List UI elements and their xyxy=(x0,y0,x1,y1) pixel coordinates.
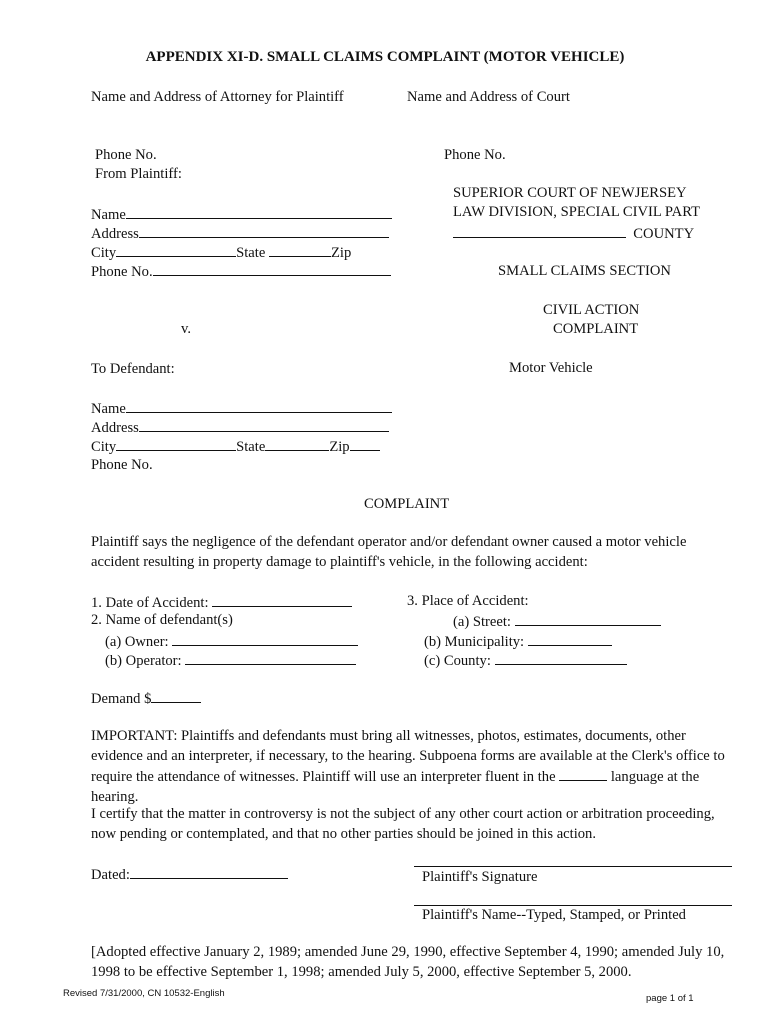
civil-action-label: CIVIL ACTION xyxy=(543,302,640,318)
adopted-paragraph: [Adopted effective January 2, 1989; amended June 29, 1990, effective September 4, 1990; amended July 10, 1998 to be effective September 1, 1998; amended July 5, 2000, effective September 5, 2000. xyxy=(91,944,725,980)
defendant-name-label: Name xyxy=(91,401,126,417)
court-phone-label: Phone No. xyxy=(444,147,506,163)
date-of-accident-blank[interactable] xyxy=(212,592,352,607)
defendant-city-field[interactable] xyxy=(91,436,380,457)
street-field[interactable] xyxy=(453,611,661,632)
defendant-city-label: City xyxy=(91,439,117,455)
plaintiff-name-label: Name xyxy=(91,207,126,223)
plaintiff-address-blank[interactable] xyxy=(139,223,389,238)
street-blank[interactable] xyxy=(515,611,661,626)
dated-field[interactable] xyxy=(91,864,288,885)
court-line-1: SUPERIOR COURT OF NEWJERSEY xyxy=(453,185,687,201)
defendant-name-blank[interactable] xyxy=(126,398,392,413)
from-plaintiff-label: From Plaintiff: xyxy=(95,166,182,182)
revised-footer: Revised 7/31/2000, CN 10532-English xyxy=(63,988,225,999)
operator-label: (b) Operator: xyxy=(105,653,182,669)
signature-line[interactable] xyxy=(414,866,732,867)
court-header: Name and Address of Court xyxy=(407,89,570,105)
plaintiff-city-label: City xyxy=(91,245,117,261)
plaintiff-state-blank[interactable] xyxy=(269,242,331,257)
dated-blank[interactable] xyxy=(130,864,288,879)
important-text: IMPORTANT: Plaintiffs and defendants must bring all witnesses, photos, estimates, documents, other evidence and an interpreter, if necessary, to the hearing. Subpoena forms are available at the Clerk's office to require the attendance of witnesses. Plaintiff will use an interpreter fluent in the xyxy=(91,728,725,785)
court-county-field[interactable] xyxy=(453,223,694,244)
plaintiff-zip-label: Zip xyxy=(330,245,352,261)
defendant-phone-label: Phone No. xyxy=(91,457,153,473)
plaintiff-phone-field-label: Phone No. xyxy=(91,264,153,280)
defendant-state-blank[interactable] xyxy=(265,436,329,451)
county-item-field[interactable] xyxy=(424,650,627,671)
plaintiff-phone-field[interactable] xyxy=(91,261,391,282)
municipality-label: (b) Municipality: xyxy=(424,634,525,650)
operator-field[interactable] xyxy=(105,650,356,671)
language-blank[interactable] xyxy=(559,766,607,781)
plaintiff-address-label: Address xyxy=(91,226,139,242)
dated-label: Dated: xyxy=(91,867,130,883)
county-blank[interactable] xyxy=(453,223,626,238)
to-defendant-label: To Defendant: xyxy=(91,361,175,377)
street-label: (a) Street: xyxy=(453,614,511,630)
defendant-address-field[interactable] xyxy=(91,417,389,438)
defendant-zip-label: Zip xyxy=(329,439,350,455)
owner-blank[interactable] xyxy=(172,631,358,646)
date-of-accident-field[interactable] xyxy=(91,592,352,613)
plaintiff-state-label: State xyxy=(236,245,266,261)
versus-label: v. xyxy=(181,321,191,337)
defendant-address-label: Address xyxy=(91,420,139,436)
operator-blank[interactable] xyxy=(185,650,356,665)
plaintiff-phone-label: Phone No. xyxy=(95,147,157,163)
name-label: Plaintiff's Name--Typed, Stamped, or Printed xyxy=(422,907,686,923)
complaint-heading: COMPLAINT xyxy=(364,496,450,512)
page-number: page 1 of 1 xyxy=(646,993,694,1004)
municipality-field[interactable] xyxy=(424,631,612,652)
form-title: APPENDIX XI-D. SMALL CLAIMS COMPLAINT (MOTOR VEHICLE) xyxy=(145,49,625,65)
signature-label: Plaintiff's Signature xyxy=(422,869,538,885)
demand-label: Demand $ xyxy=(91,691,152,707)
plaintiff-name-blank[interactable] xyxy=(126,204,392,219)
certify-paragraph: I certify that the matter in controversy is not the subject of any other court action or arbitration proceeding, now pending or contemplated, and that no other parties should be joined in this action. xyxy=(91,806,715,842)
municipality-blank[interactable] xyxy=(528,631,612,646)
defendant-state-label: State xyxy=(236,439,266,455)
demand-field[interactable] xyxy=(91,688,201,709)
plaintiff-city-blank[interactable] xyxy=(116,242,236,257)
place-of-accident-label: 3. Place of Accident: xyxy=(407,593,529,609)
court-line-2: LAW DIVISION, SPECIAL CIVIL PART xyxy=(453,204,700,220)
negligence-paragraph: Plaintiff says the negligence of the defendant operator and/or defendant owner caused a motor vehicle accident resulting in property damage to plaintiff's vehicle, in the following accident: xyxy=(91,534,687,570)
defendant-zip-blank[interactable] xyxy=(350,436,380,451)
defendant-name-field[interactable] xyxy=(91,398,392,419)
plaintiff-name-field[interactable] xyxy=(91,204,392,225)
county-item-label: (c) County: xyxy=(424,653,491,669)
small-claims-section: SMALL CLAIMS SECTION xyxy=(498,263,671,279)
plaintiff-city-field[interactable] xyxy=(91,242,351,263)
important-text-end: language at the hearing. xyxy=(91,769,700,805)
important-paragraph xyxy=(91,727,731,807)
attorney-header: Name and Address of Attorney for Plaintiff xyxy=(91,89,344,105)
defendants-label: 2. Name of defendant(s) xyxy=(91,612,233,628)
demand-blank[interactable] xyxy=(151,688,201,703)
owner-field[interactable] xyxy=(105,631,358,652)
complaint-label: COMPLAINT xyxy=(553,321,639,337)
defendant-address-blank[interactable] xyxy=(139,417,389,432)
motor-vehicle-label: Motor Vehicle xyxy=(509,360,593,376)
county-item-blank[interactable] xyxy=(495,650,627,665)
date-of-accident-label: 1. Date of Accident: xyxy=(91,595,209,611)
plaintiff-address-field[interactable] xyxy=(91,223,389,244)
plaintiff-phone-blank[interactable] xyxy=(153,261,391,276)
defendant-city-blank[interactable] xyxy=(116,436,236,451)
owner-label: (a) Owner: xyxy=(105,634,169,650)
county-label: COUNTY xyxy=(633,226,695,242)
